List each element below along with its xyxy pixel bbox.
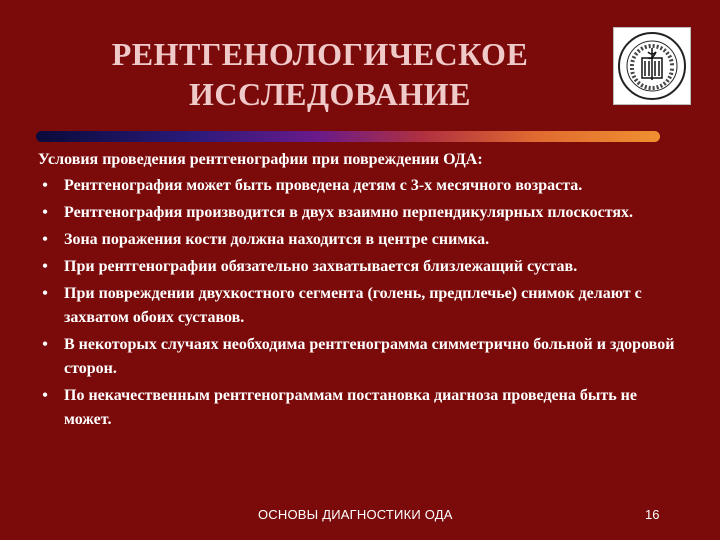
list-item-text: Зона поражения кости должна находится в центре снимка. <box>64 231 490 248</box>
list-item <box>38 255 678 279</box>
page-number: 16 <box>645 507 660 522</box>
bullet-icon: • <box>42 258 48 275</box>
bullet-icon: • <box>42 285 48 302</box>
list-item-text: При рентгенографии обязательно захватывается близлежащий сустав. <box>64 258 578 275</box>
slide-body <box>38 148 678 435</box>
bullet-list <box>38 174 678 432</box>
bullet-icon: • <box>42 336 48 353</box>
list-item <box>38 333 678 381</box>
list-item-text: Рентгенография производится в двух взаимно перпендикулярных плоскостях. <box>64 204 634 221</box>
list-item <box>38 201 678 225</box>
bullet-icon: • <box>42 204 48 221</box>
university-seal-icon <box>613 27 691 105</box>
list-item-text: В некоторых случаях необходима рентгенограмма симметрично больной и здоровой сторон. <box>64 336 675 377</box>
bullet-icon: • <box>42 231 48 248</box>
bullet-icon: • <box>42 177 48 194</box>
list-item <box>38 174 678 198</box>
list-item <box>38 282 678 330</box>
title-divider <box>36 131 660 142</box>
title-line-2: ИССЛЕДОВАНИЕ <box>189 76 471 112</box>
list-item-text: При повреждении двухкостного сегмента (голень, предплечье) снимок делают с захватом обоих суставов. <box>64 285 642 326</box>
list-item-text: Рентгенография может быть проведена детям с 3-х месячного возраста. <box>64 177 583 194</box>
list-item <box>38 228 678 252</box>
bullet-icon: • <box>42 387 48 404</box>
slide-title <box>40 34 600 114</box>
intro-text: Условия проведения рентгенографии при повреждении ОДА: <box>38 151 483 168</box>
title-line-1: РЕНТГЕНОЛОГИЧЕСКОЕ <box>111 36 529 72</box>
list-item <box>38 384 678 432</box>
list-item-text: По некачественным рентгенограммам постановка диагноза проведена быть не может. <box>64 387 637 428</box>
footer-text: ОСНОВЫ ДИАГНОСТИКИ ОДА <box>258 507 453 522</box>
